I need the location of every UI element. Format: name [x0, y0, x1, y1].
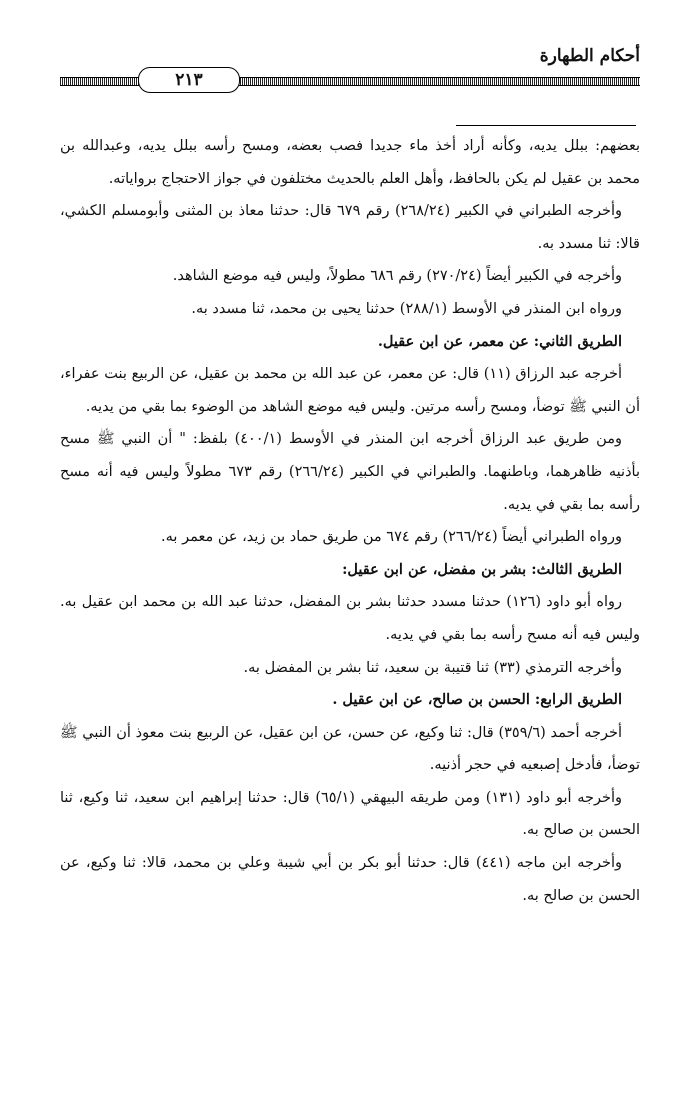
paragraph-4: ورواه ابن المنذر في الأوسط (٢٨٨/١) حدثنا يحيى بن محمد، ثنا مسدد به. — [191, 300, 622, 317]
book-title: أحكام الطهارة — [539, 46, 640, 66]
section-heading-2: الطريق الثاني: عن معمر، عن ابن عقيل. — [377, 332, 622, 350]
paragraph-7: ومن طريق عبد الرزاق أخرجه ابن المنذر في الأوسط (٤٠٠/١) بلفظ: " أن النبي ﷺ مسح بأذنيه ظاهرهما، وباطنهما. والطبراني في الكبير (٢٦٦/٢٤) رقم ٦٧٣ مطولاً وليس فيه أنه مسح رأسه بما بقي في يديه. — [60, 431, 640, 513]
paragraph-15: وأخرجه ابن ماجه (٤٤١) قال: حدثنا أبو بكر بن أبي شيبة وعلي بن محمد، قالا: ثنا وكيع، عن الحسن بن صالح به. — [60, 855, 640, 904]
page-header — [60, 46, 640, 96]
paragraph-10: رواه أبو داود (١٢٦) حدثنا مسدد حدثنا بشر بن المفضل، حدثنا عبد الله بن محمد ابن عقيل به. وليس فيه أنه مسح رأسه بما بقي في يديه. — [60, 594, 640, 643]
paragraph-8: ورواه الطبراني أيضاً (٢٦٦/٢٤) رقم ٦٧٤ من طريق حماد بن زيد، عن معمر به. — [161, 529, 622, 546]
paragraph-13: أخرجه أحمد (٣٥٩/٦) قال: ثنا وكيع، عن حسن، عن ابن عقيل، عن الربيع بنت معوذ أن النبي ﷺ توضأ، فأدخل إصبعيه في حجر أذنيه. — [60, 724, 640, 774]
paragraph-1: بعضهم: ببلل يديه، وكأنه أراد أخذ ماء جديدا فصب بعضه، ومسح رأسه ببلل يديه، وعبدالله بن محمد بن عقيل لم يكن بالحافظ، وأهل العلم بالحديث مختلفون في جواز الاحتجاج برواياته. — [60, 138, 640, 187]
paragraph-2: وأخرجه الطبراني في الكبير (٢٦٨/٢٤) رقم ٦٧٩ قال: حدثنا معاذ بن المثنى وأبومسلم الكشي، قالا: ثنا مسدد به. — [60, 203, 640, 252]
page-body — [60, 130, 640, 912]
paragraph-6: أخرجه عبد الرزاق (١١) قال: عن معمر، عن عبد الله بن محمد بن عقيل، عن الربيع بنت عفراء، أن النبي ﷺ توضأ، ومسح رأسه مرتين. وليس فيه موضع الشاهد من الوضوء بما بقي من يديه. — [60, 366, 640, 415]
page-number: ٢١٣ — [138, 67, 240, 93]
section-heading-3: الطريق الثالث: بشر بن مفضل، عن ابن عقيل: — [342, 560, 622, 578]
section-heading-4: الطريق الرابع: الحسن بن صالح، عن ابن عقيل . — [332, 691, 622, 709]
paragraph-3: وأخرجه في الكبير أيضاً (٢٧٠/٢٤) رقم ٦٨٦ مطولاً، وليس فيه موضع الشاهد. — [172, 268, 622, 285]
paragraph-11: وأخرجه الترمذي (٣٣) ثنا قتيبة بن سعيد، ثنا بشر بن المفضل به. — [243, 659, 622, 676]
paragraph-14: وأخرجه أبو داود (١٣١) ومن طريقه البيهقي (٦٥/١) قال: حدثنا إبراهيم ابن سعيد، ثنا وكيع، ثنا الحسن بن صالح به. — [60, 789, 640, 839]
footnote-separator — [456, 125, 636, 126]
